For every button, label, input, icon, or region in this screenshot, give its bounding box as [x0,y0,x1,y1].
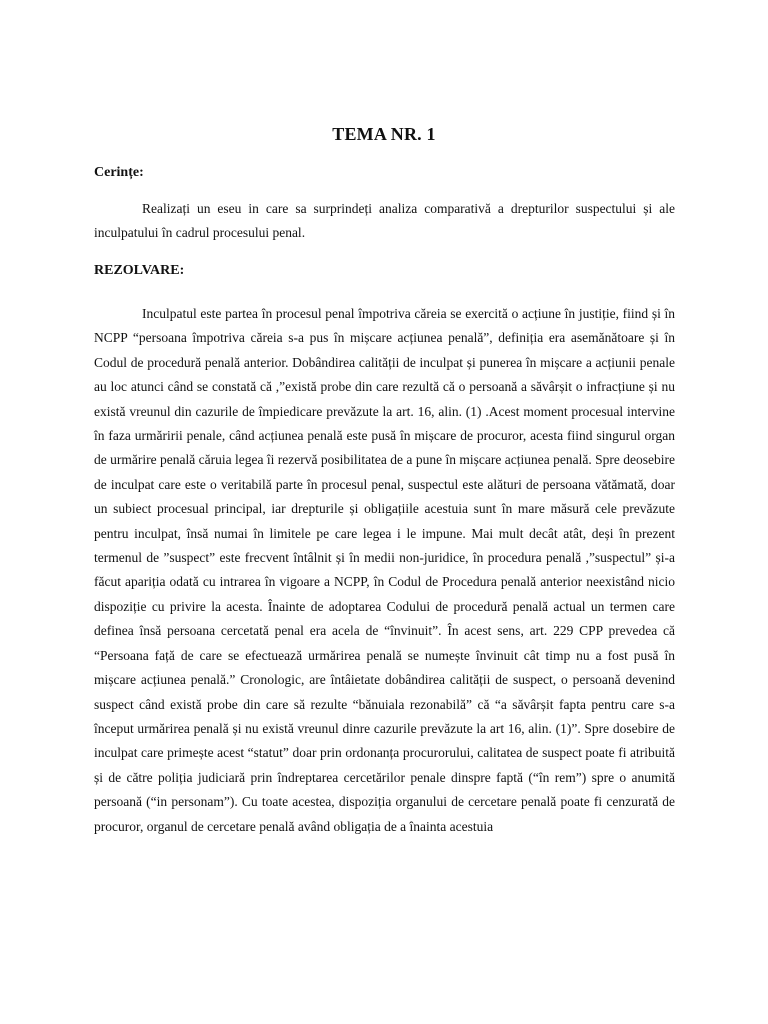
solution-paragraph: Inculpatul este partea în procesul penal împotriva căreia se exercită o acțiune în justiție, fiind și în NCPP “persoana împotriva căreia s-a pus în mișcare acțiunea penală”, definiția era asemănătoare și în Codul de procedură penală anterior. Dobândirea calității de inculpat și punerea în mișcare a acțiunii penale au loc atunci când se constată că ,”există probe din care rezultă că o persoană a săvârșit o infracțiune și nu există vreunul din cazurile de împiedicare prevăzute la art. 16, alin. (1) .Acest moment procesual intervine în faza urmăririi penale, când acțiunea penală este pusă în mișcare de procuror, acesta fiind singurul organ de urmărire penală căruia legea îi rezervă posibilitatea de a pune în mișcare acțiunea penală. Spre deosebire de inculpat care este o veritabilă parte în procesul penal, suspectul este alături de persoana vătămată, doar un subiect procesual principal, iar drepturile și obligațiile acestuia sunt în mare măsură cele prevăzute pentru inculpat, însă numai în limitele pe care legea i le impune. Mai mult decât atât, deși în prezent termenul de ”suspect” este frecvent întâlnit și în medii non-juridice, în procedura penală ,”suspectul” și-a făcut apariția odată cu intrarea în vigoare a NCPP, în Codul de Procedura penală anterior neexistând nicio dispoziție cu privire la acesta. Înainte de adoptarea Codului de procedură penală actual un termen care definea însă persoana cercetată penal era acela de “învinuit”. În acest sens, art. 229 CPP prevedea că “Persoana față de care se efectuează urmărirea penală se numește învinuit cât timp nu a fost pusă în mișcare acțiunea penală.” Cronologic, are întâietate dobândirea calității de suspect, o persoană devenind suspect când există probe din care să rezulte “bănuiala rezonabilă” că “a săvârșit fapta pentru care s-a început urmărirea penală și nu există vreunul dinre cazurile prevăzute la art 16, alin. (1)”. Spre dosebire de inculpat care primește acest “statut” doar prin ordonanța procurorului, calitatea de suspect poate fi atribuită și de către poliția judiciară prin îndreptarea cercetărilor penale dinspre faptă (“în rem”) spre o anumită persoană (“in personam”). Cu toate acestea, dispoziția organului de cercetare penală poate fi cenzurată de procuror, organul de cercetare penală având obligația de a înainta acestuia [94,306,675,834]
requirements-heading: Cerințe: [94,165,144,180]
document-title: TEMA NR. 1 [332,124,436,144]
solution-heading: REZOLVARE: [94,263,185,278]
requirements-paragraph: Realizați un eseu in care sa surprindeți analiza comparativă a drepturilor suspectului și ale inculpatului în cadrul procesului penal. [94,201,675,241]
